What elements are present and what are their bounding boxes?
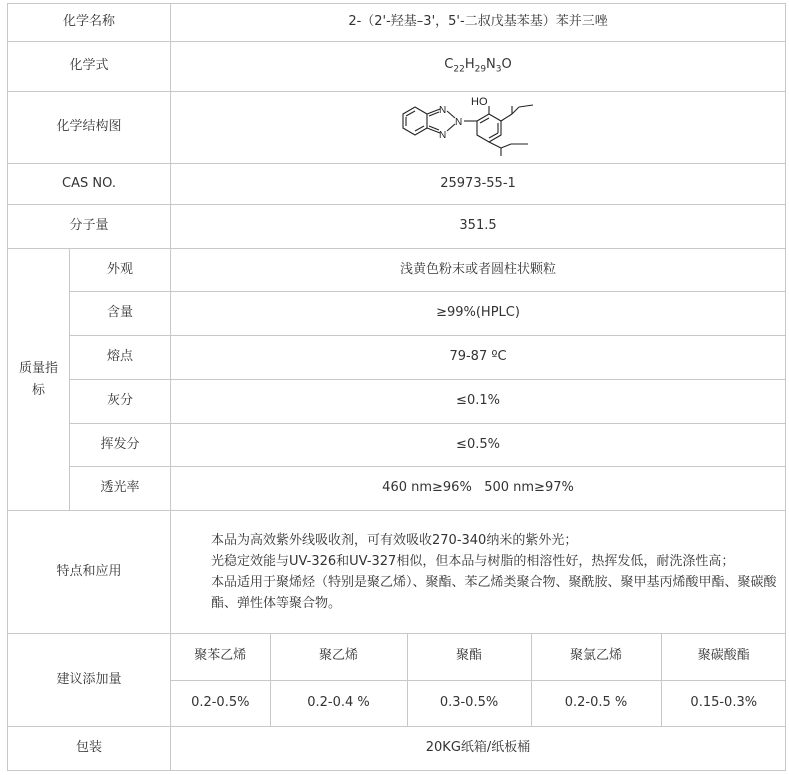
dosage-value: 0.2-0.5 % (531, 680, 661, 726)
structure-oh: HO (471, 95, 488, 108)
dosage-table (171, 634, 786, 726)
dosage-header: 聚苯乙烯 (171, 634, 270, 680)
structure-n2: N (455, 116, 463, 128)
cas-value: 25973-55-1 (171, 164, 786, 205)
quality-row (8, 249, 786, 292)
chemical-name-label: 化学名称 (8, 4, 171, 42)
features-line: 光稳定效能与UV-326和UV-327相似，但本品与树脂的相溶性好，热挥发低，耐洗涤性高； (211, 554, 735, 569)
row-structure (8, 92, 786, 164)
row-cas (8, 164, 786, 205)
structure-diagram (383, 94, 573, 162)
structure-label: 化学结构图 (8, 92, 171, 164)
dosage-cell (171, 634, 786, 727)
structure-n3: N (439, 129, 447, 141)
quality-item-value: 79-87 ºC (171, 336, 786, 380)
quality-row (8, 467, 786, 511)
features-label: 特点和应用 (8, 511, 171, 634)
quality-item-value: ≤0.1% (171, 380, 786, 424)
quality-item-value: 460 nm≥96% 500 nm≥97% (171, 467, 786, 511)
formula-value (171, 42, 786, 92)
quality-item-value: 浅黄色粉末或者圆柱状颗粒 (171, 249, 786, 292)
row-features (8, 511, 786, 634)
chemical-name-value: 2-（2'-羟基–3'，5'-二叔戊基苯基）苯并三唑 (171, 4, 786, 42)
dosage-value: 0.15-0.3% (690, 694, 758, 710)
formula-n-count: 3 (495, 64, 502, 75)
quality-row (8, 292, 786, 336)
formula-c-count: 22 (453, 64, 465, 75)
row-formula (8, 42, 786, 92)
quality-group-label: 质量指标 (8, 249, 70, 511)
product-spec-table (7, 3, 786, 771)
dosage-value: 0.3-0.5% (407, 680, 531, 726)
quality-item-label: 外观 (70, 249, 171, 292)
packaging-label: 包装 (8, 727, 171, 771)
features-line: 本品适用于聚烯烃（特别是聚乙烯）、聚酯、苯乙烯类聚合物、聚酰胺、聚甲基丙烯酸甲酯、聚碳酸酯、弹性体等聚合物。 (211, 575, 777, 611)
formula-c: C (444, 56, 454, 72)
features-line: 本品为高效紫外线吸收剂，可有效吸收270-340纳米的紫外光； (211, 533, 578, 548)
quality-row (8, 380, 786, 424)
quality-row (8, 336, 786, 380)
molecular-weight-value: 351.5 (171, 205, 786, 249)
packaging-value: 20KG纸箱/纸板桶 (171, 727, 786, 771)
quality-row (8, 424, 786, 467)
dosage-header: 聚乙烯 (270, 634, 407, 680)
dosage-header: 聚氯乙烯 (531, 634, 661, 680)
structure-n1: N (439, 104, 447, 116)
quality-item-label: 透光率 (70, 467, 171, 511)
molecular-weight-label: 分子量 (8, 205, 171, 249)
row-packaging (8, 727, 786, 771)
row-chemical-name (8, 4, 786, 42)
row-molecular-weight (8, 205, 786, 249)
formula-h-count: 29 (474, 64, 487, 75)
structure-cell (171, 92, 786, 164)
quality-item-label: 灰分 (70, 380, 171, 424)
formula-o: O (501, 56, 512, 72)
formula-n: N (486, 56, 496, 72)
row-dosage (8, 634, 786, 727)
quality-item-label: 挥发分 (70, 424, 171, 467)
dosage-label: 建议添加量 (8, 634, 171, 727)
quality-item-label: 含量 (70, 292, 171, 336)
dosage-value: 0.2-0.5% (171, 680, 270, 726)
dosage-header: 聚碳酸酯 (661, 634, 786, 680)
features-text (171, 511, 786, 634)
formula-h: H (464, 56, 475, 72)
cas-label: CAS NO. (8, 164, 171, 205)
formula-label: 化学式 (8, 42, 171, 92)
dosage-header: 聚酯 (407, 634, 531, 680)
quality-item-label: 熔点 (70, 336, 171, 380)
quality-item-value: ≥99%(HPLC) (171, 292, 786, 336)
dosage-value: 0.2-0.4 % (270, 680, 407, 726)
quality-item-value: ≤0.5% (171, 424, 786, 467)
